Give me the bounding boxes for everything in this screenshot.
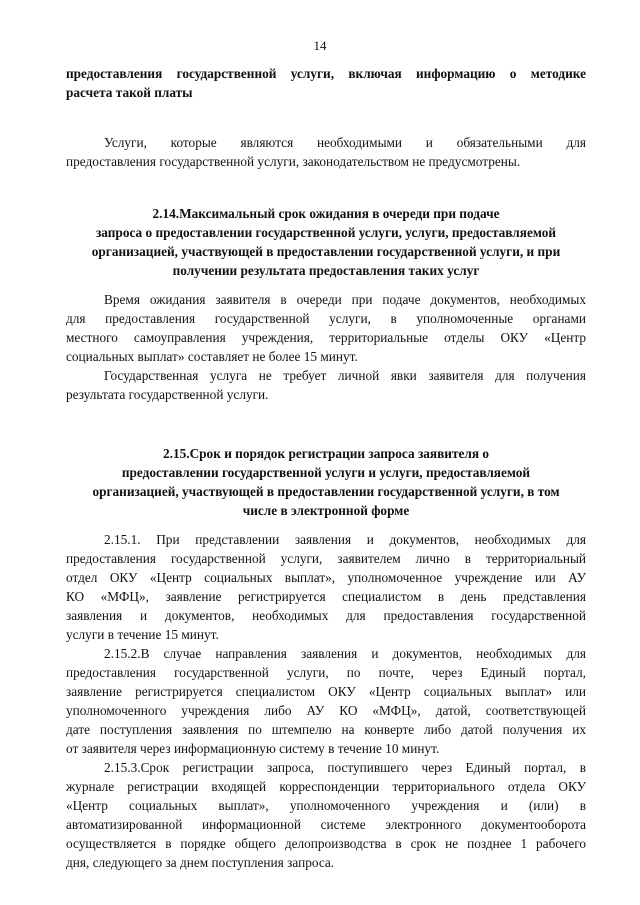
- section-2-15-2-paragraph: [66, 644, 586, 758]
- paragraph-line: 2.15.3.Срок регистрации запроса, поступившего через Единый портал, в: [104, 760, 586, 775]
- paragraph-line: предоставления государственной услуги, заявителем лично в территориальный: [66, 551, 586, 566]
- paragraph-line: предоставления государственной услуги, по почте, через Единый портал,: [66, 665, 586, 680]
- heading-line: организацией, участвующей в предоставлении государственной услуги, в том: [92, 484, 560, 499]
- paragraph-line: КО «МФЦ», заявление регистрируется специалистом в день представления: [66, 589, 586, 604]
- intro-paragraph-line: Услуги, которые являются необходимыми и обязательными для: [104, 135, 586, 150]
- paragraph-line: дня, следующего за днем поступления запроса.: [66, 855, 335, 870]
- section-2-15-heading: [66, 444, 586, 520]
- paragraph-line: результата государственной услуги.: [66, 387, 269, 402]
- intro-heading: [66, 64, 586, 102]
- paragraph-line: отдел ОКУ «Центр социальных выплат», уполномоченное учреждение или АУ: [66, 570, 586, 585]
- intro-paragraph-line: предоставления государственной услуги, законодательством не предусмотрены.: [66, 154, 521, 169]
- paragraph-line: социальных выплат» составляет не более 15 минут.: [66, 349, 358, 364]
- intro-heading-line: предоставления государственной услуги, включая информацию о методике: [66, 66, 586, 81]
- paragraph-line: Государственная услуга не требует личной явки заявителя для получения: [104, 368, 586, 383]
- paragraph-line: 2.15.2.В случае направления заявления и документов, необходимых для: [104, 646, 586, 661]
- heading-line: числе в электронной форме: [242, 503, 410, 518]
- heading-line: 2.14.Максимальный срок ожидания в очереди при подаче: [152, 206, 500, 221]
- intro-heading-line: расчета такой платы: [66, 85, 193, 100]
- heading-line: предоставлении государственной услуги и услуги, предоставляемой: [121, 465, 531, 480]
- paragraph-line: Время ожидания заявителя в очереди при подаче документов, необходимых: [104, 292, 586, 307]
- paragraph-line: для предоставления государственной услуги, в уполномоченные органами: [66, 311, 586, 326]
- section-2-14-paragraph-2: [66, 366, 586, 404]
- section-2-14-paragraph-1: [66, 290, 586, 366]
- section-2-14-heading: [66, 204, 586, 280]
- paragraph-line: 2.15.1. При представлении заявления и документов, необходимых для: [104, 532, 586, 547]
- paragraph-line: осуществляется в порядке общего делопроизводства в срок не позднее 1 рабочего: [66, 836, 586, 851]
- heading-line: запроса о предоставлении государственной услуги, услуги, предоставляемой: [95, 225, 557, 240]
- heading-line: организацией, участвующей в предоставлении государственной услуги, и при: [91, 244, 561, 259]
- paragraph-line: дате поступления заявления по штемпелю на конверте либо датой получения их: [66, 722, 586, 737]
- paragraph-line: заявление регистрируется специалистом ОКУ «Центр социальных выплат» или: [66, 684, 586, 699]
- heading-line: 2.15.Срок и порядок регистрации запроса заявителя о: [162, 446, 490, 461]
- page-number: 14: [313, 38, 327, 53]
- heading-line: получении результата предоставления таких услуг: [172, 263, 480, 278]
- paragraph-line: «Центр социальных выплат», уполномоченного учреждения и (или) в: [66, 798, 586, 813]
- intro-paragraph: [66, 133, 586, 171]
- section-2-15-3-paragraph: [66, 758, 586, 872]
- paragraph-line: местного самоуправления учреждения, территориальные отделы ОКУ «Центр: [66, 330, 586, 345]
- section-2-15-1-paragraph: [66, 530, 586, 644]
- paragraph-line: журнале регистрации входящей корреспонденции территориального отдела ОКУ: [66, 779, 586, 794]
- paragraph-line: от заявителя через информационную систему в течение 10 минут.: [66, 741, 440, 756]
- paragraph-line: автоматизированной информационной системе электронного документооборота: [66, 817, 586, 832]
- paragraph-line: уполномоченного учреждения либо АУ КО «МФЦ», датой, соответствующей: [66, 703, 586, 718]
- paragraph-line: услуги в течение 15 минут.: [66, 627, 219, 642]
- paragraph-line: заявления и документов, необходимых для предоставления государственной: [66, 608, 586, 623]
